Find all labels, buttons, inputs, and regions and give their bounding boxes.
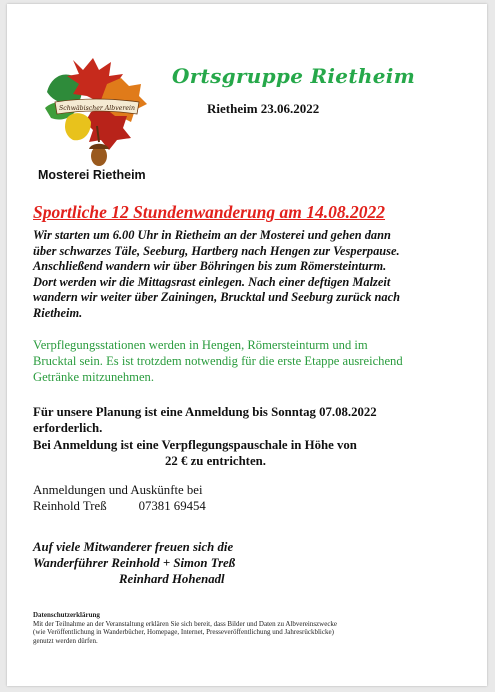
privacy-notice (33, 611, 463, 645)
privacy-line: Mit der Teilnahme an der Veranstaltung erklären Sie sich bereit, dass Bilder und Daten zu Albvereinszwecke (33, 619, 338, 628)
verpflegung-line: Verpflegungsstationen werden in Hengen, Römersteinturm und im (33, 338, 368, 352)
anmeldung-line: erforderlich. (33, 421, 103, 436)
intro-line: Wir starten um 6.00 Uhr in Rietheim an der Mosterei und gehen dann (33, 228, 391, 242)
intro-line: wandern wir weiter über Zainingen, Brucktal und Seeburg zurück nach (33, 290, 400, 305)
contact-heading: Anmeldungen und Auskünfte bei (33, 483, 203, 497)
verpflegung-line: Getränke mitzunehmen. (33, 370, 154, 384)
fee-line: 22 € zu entrichten. (165, 454, 266, 469)
privacy-heading: Datenschutzerklärung (33, 611, 100, 619)
intro-line: Rietheim. (33, 305, 83, 320)
mosterei-label: Mosterei Rietheim (38, 168, 146, 182)
closing-line: Auf viele Mitwanderer freuen sich die (33, 540, 234, 554)
intro-line: Anschließend wandern wir über Böhringen bis zum Römersteinturm. (33, 259, 387, 274)
anmeldung-line: Für unsere Planung ist eine Anmeldung bis Sonntag 07.08.2022 (33, 405, 377, 419)
intro-line: Dort werden wir die Mittagsrast einlegen. Nach einer deftigen Malzeit (33, 274, 391, 289)
anmeldung-line: Bei Anmeldung ist eine Verpflegungspauschale in Höhe von (33, 437, 357, 452)
event-headline: Sportliche 12 Stundenwanderung am 14.08.2022 (33, 202, 386, 222)
autumn-leaves-logo (43, 56, 149, 168)
org-title: Ortsgruppe Rietheim (172, 64, 416, 88)
contact-phone: 07381 69454 (138, 499, 206, 514)
privacy-line: (wie Veröffentlichung in Wanderbücher, Homepage, Internet, Presseveröffentlichung und Jahresrückblicke) (33, 628, 334, 637)
place-date: Rietheim 23.06.2022 (207, 101, 320, 116)
intro-line: über schwarzes Täle, Seeburg, Hartberg nach Hengen zur Vesperpause. (33, 243, 400, 258)
anmeldung-paragraph (33, 404, 463, 470)
contact-block (33, 482, 206, 515)
yellow-leaf (65, 113, 91, 140)
privacy-line: genutzt werden dürfen. (33, 636, 98, 645)
closing-block (33, 539, 235, 588)
verpflegung-line: Brucktal sein. Es ist trotzdem notwendig für die erste Etappe ausreichend (33, 354, 403, 368)
closing-line: Wanderführer Reinhold + Simon Treß (33, 556, 236, 571)
closing-line: Reinhard Hohenadl (119, 572, 225, 587)
banner-text: Schwäbischer Albverein (59, 105, 135, 112)
verpflegung-paragraph (33, 337, 463, 385)
flyer-page (7, 4, 487, 686)
contact-person-line (33, 498, 206, 514)
contact-name: Reinhold Treß (33, 499, 107, 514)
intro-paragraph (33, 228, 463, 322)
